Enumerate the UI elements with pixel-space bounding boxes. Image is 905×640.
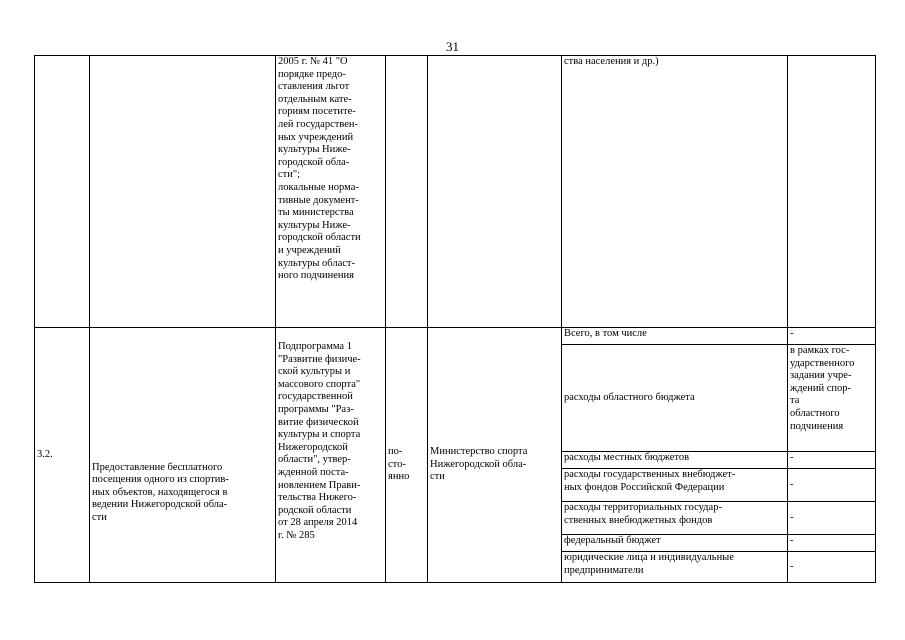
funding-source: расходы местных бюджетов	[562, 452, 788, 469]
cell-title-empty	[90, 56, 276, 328]
page-number: 31	[446, 39, 459, 54]
funding-source: юридические лица и индивидуальные предприниматели	[562, 552, 788, 583]
cell-number-empty	[35, 56, 90, 328]
program-table	[34, 55, 876, 583]
funding-source: Всего, в том числе	[562, 328, 788, 345]
item-program: Подпрограмма 1 "Развитие физиче- ской культуры и массового спорта" государственной программы "Раз- витие физической культуры и спорта Нижегородской области", утвер- жденной поста- новлением Прави- тельства Нижего- родской области от 28 апреля 2014 г. № 285	[276, 328, 386, 583]
funding-value: -	[788, 502, 876, 535]
funding-value: -	[788, 535, 876, 552]
funding-source: федеральный бюджет	[562, 535, 788, 552]
funding-source: расходы областного бюджета	[562, 345, 788, 452]
item-row-3-2	[35, 328, 876, 345]
cell-executor-empty	[428, 56, 562, 328]
funding-continuation-text: ства населения и др.)	[562, 56, 788, 328]
funding-value: -	[788, 452, 876, 469]
item-term: по- сто- янно	[386, 328, 428, 583]
funding-value: -	[788, 552, 876, 583]
funding-value: в рамках гос- ударственного задания учре- ждений спор- та областного подчинения	[788, 345, 876, 452]
funding-value: -	[788, 469, 876, 502]
item-executor: Министерство спорта Нижегородской обла- сти	[428, 328, 562, 583]
cell-value-empty	[788, 56, 876, 328]
item-number: 3.2.	[35, 328, 90, 583]
cell-term-empty	[386, 56, 428, 328]
legal-basis-text: 2005 г. № 41 "О порядке предо- ставления льгот отдельным кате- гориям посетите- лей государствен- ных учреждений культуры Нижe- городской обла- сти"; локальные норма- тивные документ- ты министерства культуры Ниже- городской области и учреждений культуры област- ного подчинения	[276, 56, 386, 328]
funding-value: -	[788, 328, 876, 345]
funding-source: расходы территориальных государ- ственных внебюджетных фондов	[562, 502, 788, 535]
item-title: Предоставление бесплатного посещения одного из спортив- ных объектов, находящегося в ведении Нижегородской обла- сти	[90, 328, 276, 583]
continuation-row	[35, 56, 876, 328]
funding-source: расходы государственных внебюджет- ных фондов Российской Федерации	[562, 469, 788, 502]
